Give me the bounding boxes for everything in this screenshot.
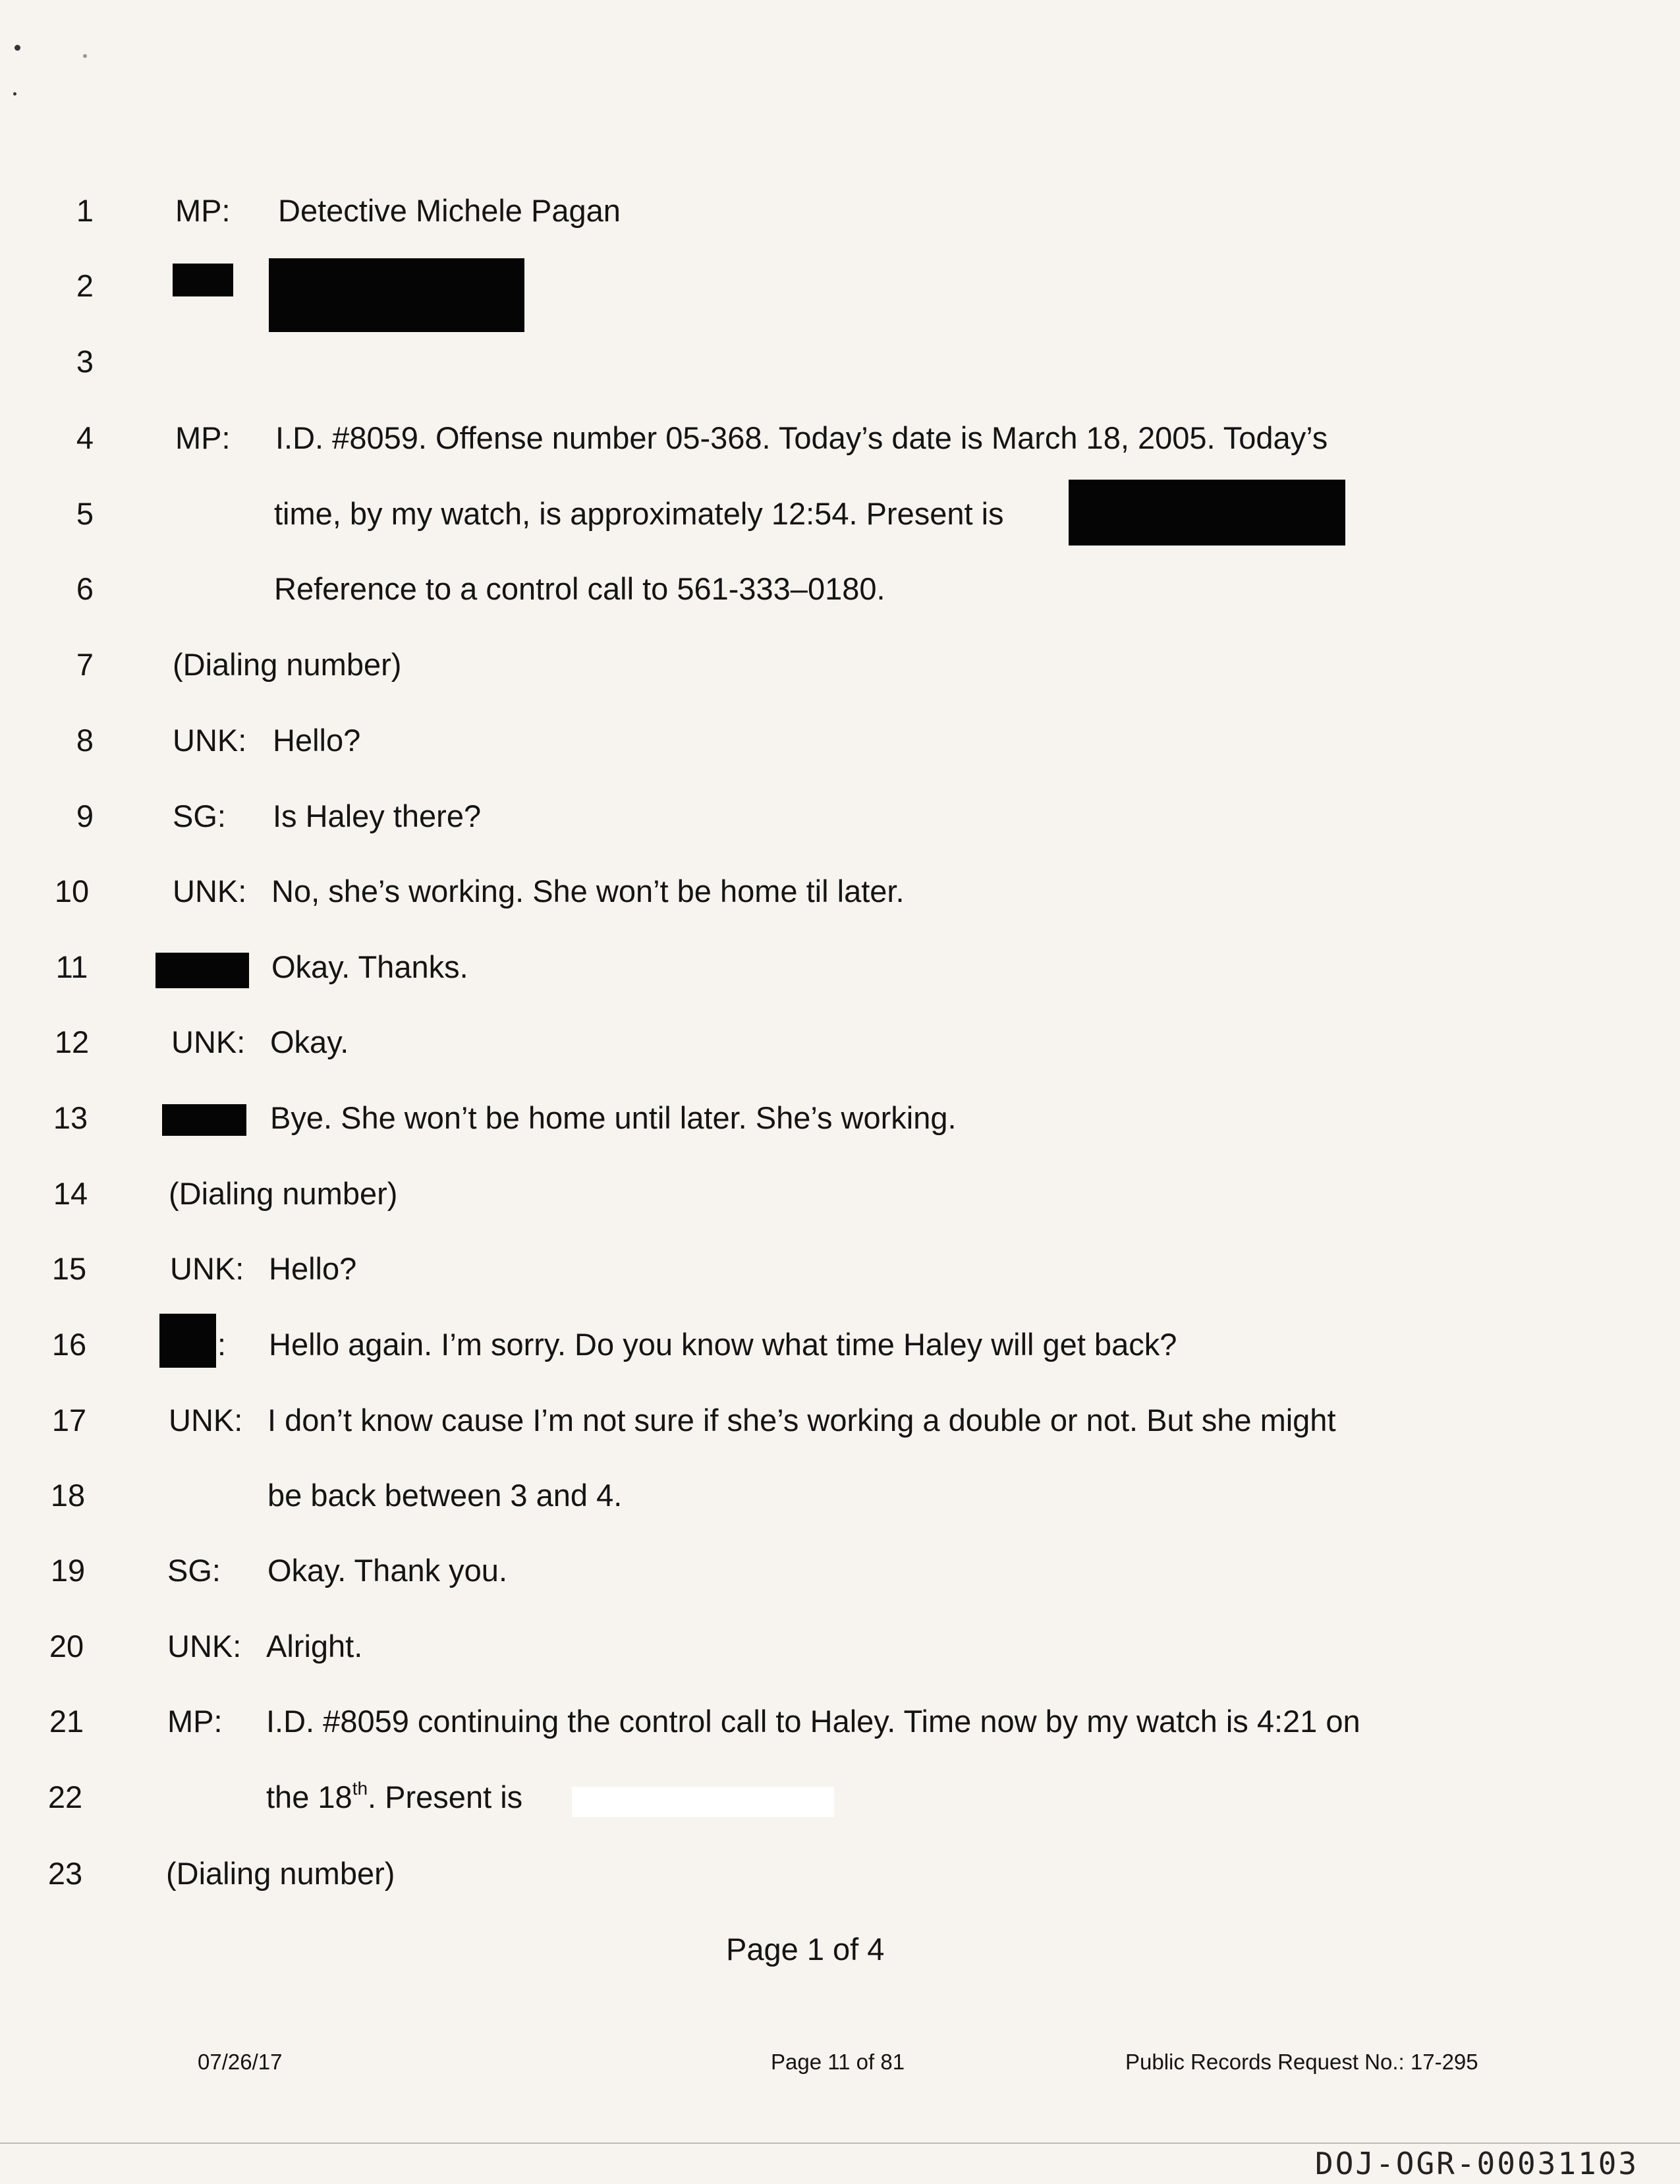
transcript-text: Hello again. I’m sorry. Do you know what time Haley will get back? [269, 1327, 1177, 1362]
line-number: 14 [53, 1176, 88, 1211]
transcript-text: Okay. Thank you. [267, 1553, 507, 1588]
transcript-text: be back between 3 and 4. [267, 1478, 623, 1513]
line-number: 4 [76, 420, 94, 455]
speaker-label: UNK: [171, 1024, 246, 1059]
footer-date: 07/26/17 [198, 2050, 283, 2074]
line-number: 16 [51, 1327, 87, 1362]
transcript-text: Alright. [266, 1629, 363, 1664]
transcript-text: Hello? [273, 723, 361, 758]
line-number: 12 [54, 1024, 90, 1059]
transcript-text: Okay. [270, 1024, 349, 1059]
speaker-label: UNK: [173, 874, 247, 909]
transcript-text: I don’t know cause I’m not sure if she’s working a double or not. But she might [267, 1403, 1336, 1438]
redaction-bar-white [572, 1787, 834, 1817]
transcript-text-part: the 18 [266, 1779, 352, 1814]
speaker-label: SG: [167, 1553, 221, 1588]
line-number: 5 [76, 496, 94, 531]
speaker-label: UNK: [169, 1403, 243, 1438]
bottom-rule [0, 2142, 1680, 2144]
scan-speck [83, 54, 87, 58]
transcript-text-part: . Present is [368, 1779, 523, 1814]
redaction-bar [173, 264, 233, 296]
speaker-label: MP: [175, 193, 231, 228]
line-number: 15 [51, 1251, 87, 1286]
line-number: 6 [76, 571, 94, 606]
line-number: 21 [49, 1704, 84, 1739]
transcript-text: I.D. #8059. Offense number 05-368. Today’s date is March 18, 2005. Today’s [275, 420, 1328, 455]
ordinal-suffix: th [352, 1778, 368, 1799]
transcript-text: (Dialing number) [166, 1856, 395, 1891]
footer-page: Page 11 of 81 [771, 2050, 905, 2074]
transcript-text: Bye. She won’t be home until later. She’s working. [270, 1100, 957, 1135]
redaction-bar [1069, 480, 1345, 546]
line-number: 19 [50, 1553, 86, 1588]
line-number: 7 [76, 647, 94, 682]
scan-speck [14, 45, 20, 51]
redaction-bar [269, 258, 524, 332]
speaker-label: MP: [175, 420, 231, 455]
speaker-label: MP: [167, 1704, 223, 1739]
scan-speck [13, 92, 16, 96]
line-number: 3 [76, 344, 94, 379]
transcript-text: (Dialing number) [169, 1176, 398, 1211]
line-number: 2 [76, 268, 94, 303]
transcript-text: time, by my watch, is approximately 12:54. Present is [274, 496, 1004, 531]
line-number: 20 [49, 1629, 84, 1664]
speaker-label: UNK: [170, 1251, 244, 1286]
line-number: 22 [47, 1779, 83, 1814]
transcript-text: No, she’s working. She won’t be home til later. [271, 874, 905, 909]
transcript-text: Okay. Thanks. [271, 949, 468, 984]
transcript-text: Is Haley there? [273, 798, 482, 833]
speaker-label: : [217, 1327, 227, 1362]
bates-number: DOJ-OGR-00031103 [1315, 2146, 1639, 2181]
footer-request: Public Records Request No.: 17-295 [1125, 2050, 1478, 2074]
transcript-text: Reference to a control call to 561-333–0180. [274, 571, 885, 606]
redaction-bar [159, 1314, 216, 1368]
redaction-bar [162, 1104, 246, 1136]
transcript-text: (Dialing number) [173, 647, 402, 682]
transcript-text: Hello? [269, 1251, 357, 1286]
speaker-label: UNK: [173, 723, 247, 758]
line-number: 11 [55, 949, 88, 984]
transcript-text: I.D. #8059 continuing the control call to Haley. Time now by my watch is 4:21 on [266, 1704, 1360, 1739]
speaker-label: SG: [173, 798, 226, 833]
line-number: 8 [76, 723, 94, 758]
transcript-text [266, 1779, 522, 1816]
line-number: 17 [51, 1403, 87, 1438]
line-number: 23 [47, 1856, 83, 1891]
line-number: 1 [76, 193, 94, 228]
speaker-label: UNK: [167, 1629, 242, 1664]
transcript-text: Detective Michele Pagan [278, 193, 621, 228]
page-label: Page 1 of 4 [726, 1932, 885, 1967]
redaction-bar [155, 953, 249, 988]
line-number: 13 [53, 1100, 88, 1135]
line-number: 10 [54, 874, 90, 909]
line-number: 9 [76, 798, 94, 833]
line-number: 18 [50, 1478, 86, 1513]
